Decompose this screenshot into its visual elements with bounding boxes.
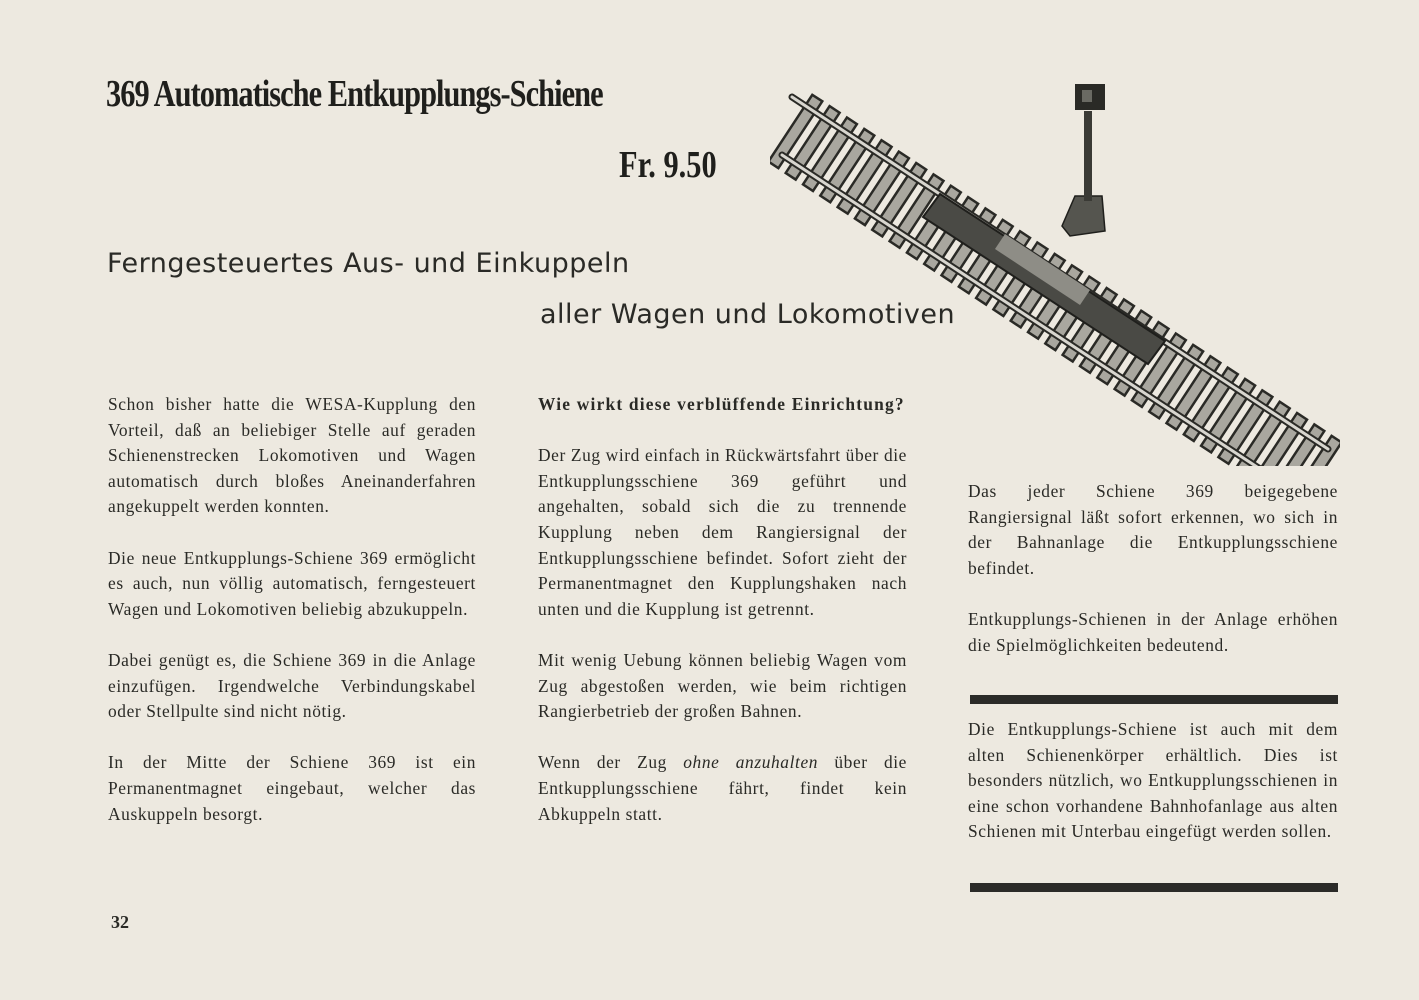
- page-number: 32: [111, 912, 129, 932]
- note-box: [968, 717, 1338, 845]
- box-bottom-rule: [970, 883, 1338, 892]
- paragraph-shunting-signal: Das jeder Schiene 369 beigegebene Rangiersignal läßt sofort erkennen, wo sich in der Bahnanlage die Entkupplungsschiene befindet.: [968, 481, 1338, 578]
- product-price: Fr. 9.50: [619, 144, 717, 186]
- paragraph-no-stop: [538, 750, 907, 827]
- paragraph-wesa-coupling: Schon bisher hatte die WESA-Kupplung den Vorteil, daß an beliebiger Stelle auf geraden Schienenstrecken Lokomotiven und Wagen automatisch durch bloßes Aneinanderfahren angekuppelt werden konnten.: [108, 394, 476, 517]
- note-old-track: Die Entkupplungs-Schiene ist auch mit dem alten Schienenkörper erhältlich. Dies ist besonders nützlich, wo Entkupplungsschienen in eine schon vorhandene Bahnhofanlage aus alten Schienen mit Unterbau eingefügt werden sollen.: [968, 719, 1338, 842]
- paragraph-new-track: Die neue Entkupplungs-Schiene 369 ermöglicht es auch, nun völlig automatisch, ferngesteuert Wagen und Lokomotiven beliebig abzukuppeln.: [108, 547, 476, 619]
- paragraph-shunting: Mit wenig Uebung können beliebig Wagen vom Zug abgestoßen werden, wie beim richtigen Rangierbetrieb der großen Bahnen.: [538, 649, 907, 722]
- product-title: 369 Automatische Entkupplungs-Schiene: [106, 73, 603, 115]
- no-stop-text-start: Wenn der Zug: [538, 752, 684, 773]
- text-column-right: [968, 479, 1338, 684]
- no-stop-text-end: über die Entkupplungsschiene fährt, findet kein Abkuppeln statt.: [538, 752, 907, 824]
- paragraph-how-it-works: Der Zug wird einfach in Rückwärtsfahrt über die Entkupplungsschiene 369 geführt und angehalten, sobald sich die zu trennende Kupplung neben dem Rangiersignal der Entkupplungsschiene befindet. Sofort zieht der Permanentmagnet den Kupplungshaken nach unten und die Kupplung ist getrennt.: [538, 445, 907, 619]
- no-stop-emphasis: ohne anzuhalten: [683, 752, 819, 773]
- signal-lamp: [1082, 90, 1092, 102]
- question-heading: Wie wirkt diese verblüffende Einrichtung?: [538, 394, 905, 414]
- text-column-left: [108, 392, 476, 853]
- signal-post: [1084, 111, 1092, 201]
- box-top-rule: [970, 695, 1338, 704]
- signal-base: [1062, 196, 1105, 236]
- subheading-all-wagons: aller Wagen und Lokomotiven: [540, 299, 956, 330]
- paragraph-installation: Dabei genügt es, die Schiene 369 in die Anlage einzufügen. Irgendwelche Verbindungskabel oder Stellpulte sind nicht nötig.: [108, 649, 476, 722]
- paragraph-magnet: In der Mitte der Schiene 369 ist ein Permanentmagnet eingebaut, welcher das Auskuppeln besorgt.: [108, 752, 476, 824]
- paragraph-play-options: Entkupplungs-Schienen in der Anlage erhöhen die Spielmöglichkeiten bedeutend.: [968, 608, 1338, 655]
- subheading-remote-coupling: Ferngesteuertes Aus- und Einkuppeln: [107, 248, 630, 279]
- text-column-middle: [538, 392, 907, 853]
